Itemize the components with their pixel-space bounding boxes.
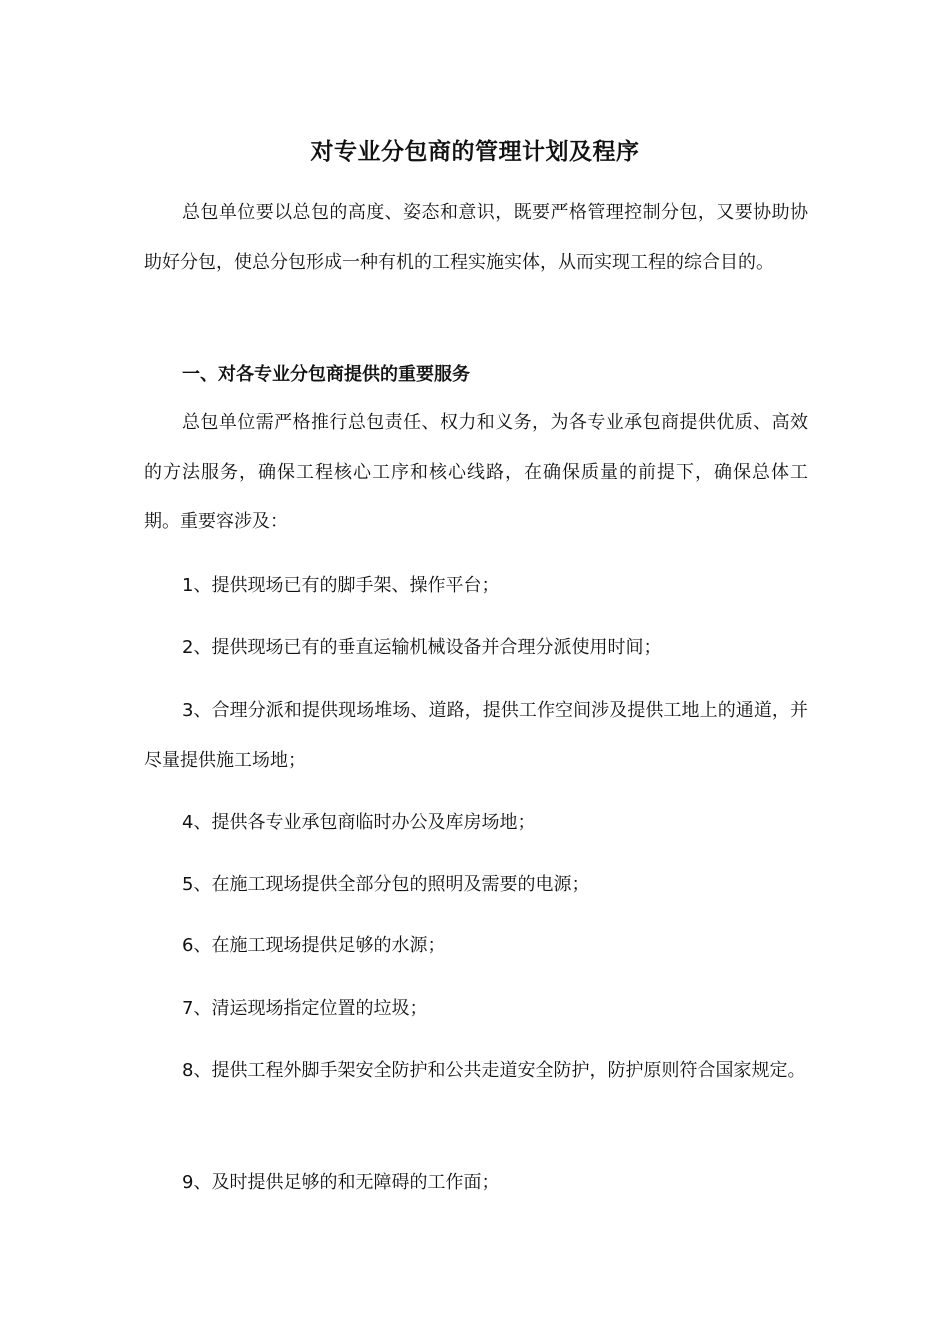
list-item: 7、清运现场指定位置的垃圾； <box>182 998 428 1019</box>
list-item: 9、及时提供足够的和无障碍的工作面； <box>182 1172 500 1193</box>
section-paragraph: 总包单位需严格推行总包责任、权力和义务，为各专业承包商提供优质、高效的方法服务，确保工程核心工序和核心线路，在确保质量的前提下，确保总体工期。重要容涉及： <box>144 412 808 532</box>
list-item: 5、在施工现场提供全部分包的照明及需要的电源； <box>182 874 590 895</box>
document-title: 对专业分包商的管理计划及程序 <box>310 139 640 165</box>
list-item: 2、提供现场已有的垂直运输机械设备并合理分派使用时间； <box>182 637 662 658</box>
list-item: 8、提供工程外脚手架安全防护和公共走道安全防护，防护原则符合国家规定。 <box>182 1060 806 1081</box>
intro-paragraph: 总包单位要以总包的高度、姿态和意识，既要严格管理控制分包，又要协助协助好分包，使总分包形成一种有机的工程实施实体，从而实现工程的综合目的。 <box>144 202 808 273</box>
list-item: 6、在施工现场提供足够的水源； <box>182 935 446 956</box>
list-item: 3、合理分派和提供现场堆场、道路，提供工作空间涉及提供工地上的通道，并尽量提供施工场地； <box>144 700 808 771</box>
section-heading: 一、对各专业分包商提供的重要服务 <box>182 364 470 385</box>
list-item: 1、提供现场已有的脚手架、操作平台； <box>182 575 500 596</box>
list-item: 4、提供各专业承包商临时办公及库房场地； <box>182 812 536 833</box>
